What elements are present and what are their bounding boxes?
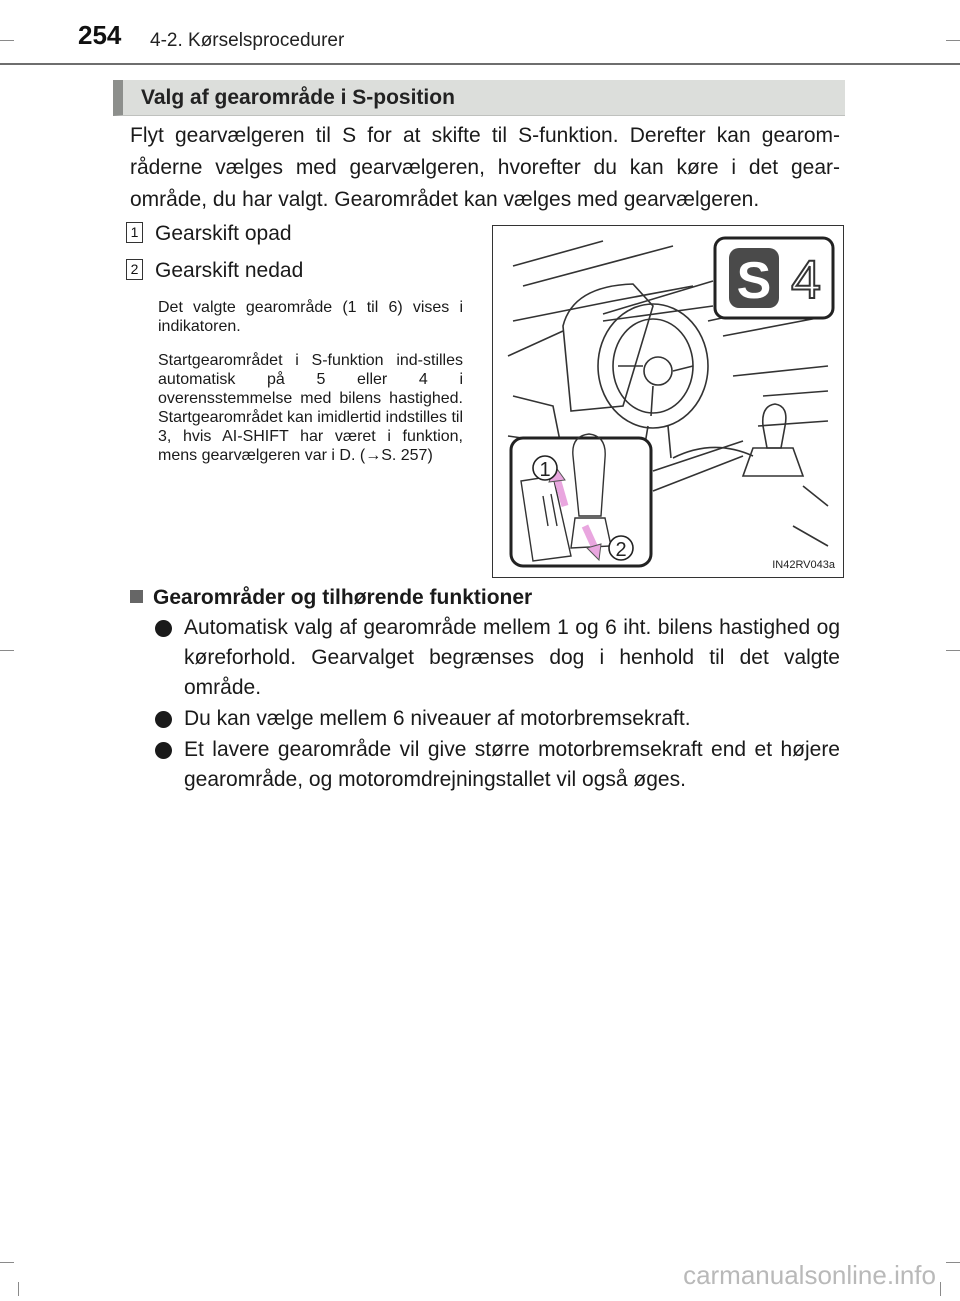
crop-mark	[0, 650, 14, 651]
bullet-dot-icon	[155, 620, 172, 637]
crop-mark	[940, 1282, 941, 1296]
subsection-title: Gearområder og tilhørende funktioner	[153, 586, 533, 609]
callout-label-2: 2	[615, 539, 627, 561]
figure-code: IN42RV043a	[772, 559, 835, 571]
square-bullet-icon	[130, 590, 143, 603]
dash-line	[523, 246, 673, 286]
dash-line	[508, 331, 563, 356]
crop-mark	[946, 1262, 960, 1263]
note-paragraph: Det valgte gearområde (1 til 6) vises i indikatoren.	[158, 299, 463, 335]
indicator-letter: S	[736, 252, 772, 310]
note-paragraph: Startgearområdet i S-funktion ind-stilles automatisk på 5 eller 4 i overensstemmelse med bilens hastighed. Startgearområdet kan imidlertid indstilles til 3, hvis AI-SHIFT har været i funktion, mens gearvælgeren var i D. (→S. 257)	[158, 352, 464, 464]
bullet-dot-icon	[155, 711, 172, 728]
section-title: Valg af gearområde i S-position	[141, 86, 455, 109]
crop-mark	[946, 40, 960, 41]
bullet-item	[155, 735, 840, 795]
bullet-dot-icon	[155, 742, 172, 759]
bullet-item	[155, 704, 840, 734]
step-number: 1	[126, 222, 143, 243]
callout-label-1: 1	[539, 459, 551, 481]
step-item	[126, 259, 303, 283]
crop-mark	[946, 650, 960, 651]
bullet-item	[155, 613, 840, 703]
crop-mark	[0, 1262, 14, 1263]
gear-selector-illustration	[492, 225, 844, 578]
bullet-text: Et lavere gearområde vil give større motorbremsekraft end et højere gearområde, og motoromdrejningstallet vil også øges.	[184, 738, 840, 791]
bullet-text: Automatisk valg af gearområde mellem 1 og 6 iht. bilens hastighed og køreforhold. Gearvalget begrænses dog i henhold til det valgte område.	[184, 616, 840, 699]
subsection-heading	[130, 586, 532, 610]
steering-hub	[644, 357, 672, 385]
crop-mark	[18, 1282, 19, 1296]
dash-line	[513, 241, 603, 266]
chapter-title: 4-2. Kørselsprocedurer	[150, 30, 345, 51]
watermark: carmanualsonline.info	[683, 1260, 936, 1290]
section-heading-bar	[113, 80, 845, 116]
page-number: 254	[78, 20, 122, 50]
step-label: Gearskift nedad	[155, 259, 304, 282]
indicator-gear: 4	[790, 250, 822, 310]
interior-drawing	[493, 226, 843, 577]
dash-line	[513, 286, 693, 321]
step-number: 2	[126, 259, 143, 280]
step-label: Gearskift opad	[155, 222, 292, 245]
crop-mark	[0, 40, 14, 41]
header-rule	[0, 63, 960, 65]
step-item	[126, 222, 292, 246]
intro-paragraph: Flyt gearvælgeren til S for at skifte til S-funktion. Derefter kan gearom-råderne vælges med gearvælgeren, hvorefter du kan køre i det gear-område, du har valgt. Gearområdet kan vælges med gearvælgeren.	[130, 124, 840, 211]
bullet-text: Du kan vælge mellem 6 niveauer af motorbremsekraft.	[184, 707, 691, 730]
